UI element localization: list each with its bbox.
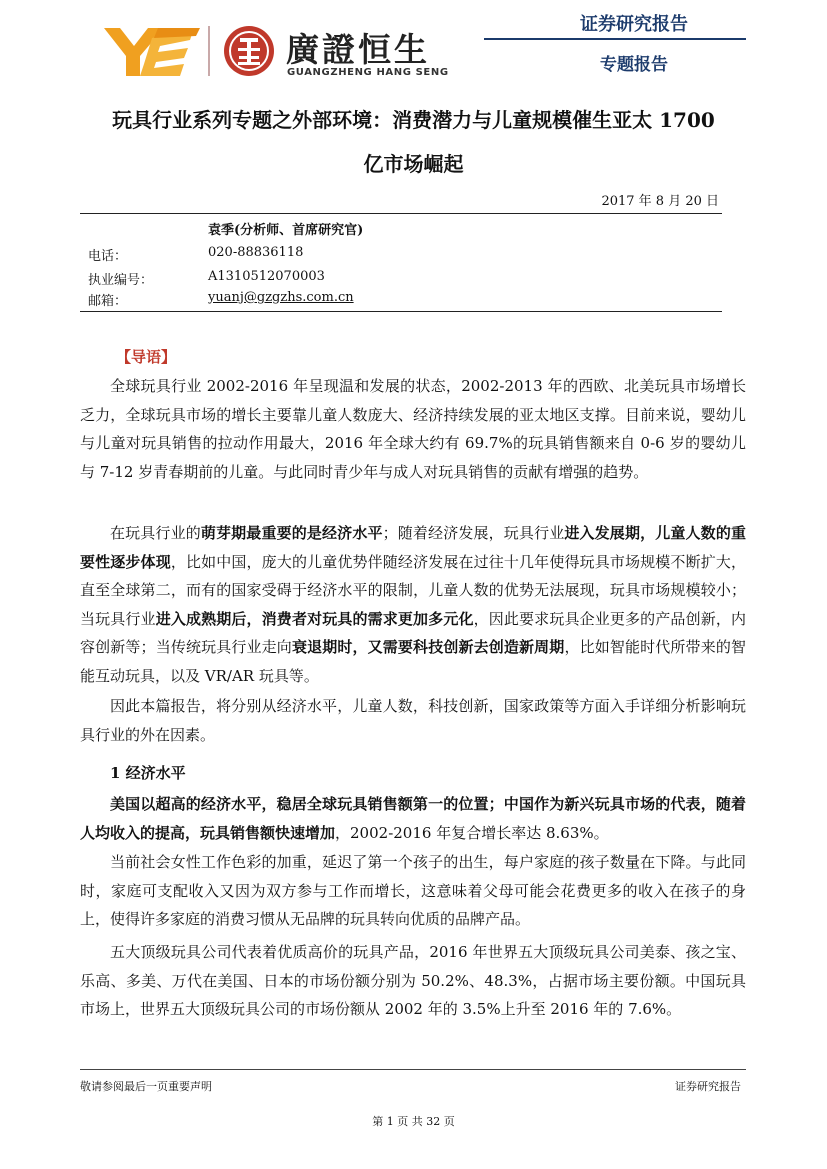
p2-emphasis: 进入发展期，儿童人数的重要性逐步体现 (80, 524, 746, 571)
report-subtype: 专题报告 (600, 55, 668, 75)
logo-english-name: GUANGZHENG HANG SENG (287, 67, 449, 78)
phone-value: 020-88836118 (208, 245, 304, 260)
paragraph-3: 因此本篇报告，将分别从经济水平，儿童人数，科技创新，国家政策等方面入手详细分析影响玩具行业的外在因素。 (80, 697, 746, 744)
report-type: 证券研究报告 (580, 14, 688, 35)
footer-divider (80, 1069, 746, 1070)
footer-report-label: 证券研究报告 (675, 1080, 741, 1093)
license-label: 执业编号： (88, 273, 154, 288)
p2-emphasis: 进入成熟期后，消费者对玩具的需求更加多元化 (155, 609, 474, 628)
p2-text: 在玩具行业的 (110, 524, 201, 542)
p2-emphasis: 衰退期时，又需要科技创新去创造新周期 (291, 638, 565, 656)
p2-text: ，比如智能时代所带来的智能互动玩具，以及 VR/AR 玩具等。 (80, 638, 746, 685)
email-link[interactable]: yuanj@gzgzhs.com.cn (208, 290, 354, 305)
report-date: 2017 年 8 月 20 日 (601, 194, 719, 209)
license-value: A1310512070003 (208, 269, 325, 284)
paragraph-1: 全球玩具行业 2002-2016 年呈现温和发展的状态，2002-2013 年的西欧、北美玩具市场增长乏力，全球玩具市场的增长主要靠儿童人数庞大、经济持续发展的亚太地区支撑。目前来说，婴幼儿与儿童对玩具销售的拉动作用最大，2016 年全球大约有 69.7%的玩具销售额来自 0-6 岁的婴幼儿与 7-12 岁青春期前的儿童。与此同时青少年与成人对玩具销售的贡献有增强的趋势。 (80, 377, 746, 481)
report-title-line-2: 亿市场崛起 (363, 152, 464, 176)
paragraph-2 (80, 519, 746, 690)
p2-emphasis: 萌芽期最重要的是经济水平 (200, 524, 383, 542)
p4-emphasis: 美国以超高的经济水平，稳居全球玩具销售额第一的位置；中国作为新兴玩具市场的代表，随着人均收入的提高，玩具销售额快速增加 (80, 795, 746, 842)
p4-text: ，2002-2016 年复合增长率达 8.63%。 (335, 823, 609, 842)
phone-label: 电话： (88, 249, 128, 264)
page-number: 第 1 页 共 32 页 (372, 1115, 455, 1128)
intro-label: 【导语】 (116, 348, 177, 366)
analyst-name: 袁季(分析师、首席研究官) (208, 223, 364, 238)
report-title-line-1: 玩具行业系列专题之外部环境：消费潜力与儿童规模催生亚太 1700 (112, 108, 715, 132)
seal-icon (222, 24, 276, 78)
logo-divider (208, 26, 210, 76)
company-logo (104, 22, 449, 84)
paragraph-6: 五大顶级玩具公司代表着优质高价的玩具产品，2016 年世界五大顶级玩具公司美泰、孩之宝、乐高、多美、万代在美国、日本的市场份额分别为 50.2%、48.3%，占据市场主要份额。中国玩具市场上，世界五大顶级玩具公司的市场份额从 2002 年的 3.5%上升至 2016 年的 7.6%。 (80, 943, 746, 1018)
analyst-top-rule (80, 213, 722, 214)
paragraph-5: 当前社会女性工作色彩的加重，延迟了第一个孩子的出生，每户家庭的孩子数量在下降。与此同时，家庭可支配收入又因为双方参与工作而增长，这意味着父母可能会花费更多的收入在孩子的身上，使得许多家庭的消费习惯从无品牌的玩具转向优质的品牌产品。 (80, 853, 746, 928)
analyst-bottom-rule (80, 311, 722, 312)
ye-logo-icon (104, 24, 200, 78)
paragraph-4 (80, 790, 746, 847)
footer-disclaimer: 敬请参阅最后一页重要声明 (80, 1080, 212, 1093)
section-heading: 1 经济水平 (110, 764, 186, 782)
logo-chinese-name: 廣證恒生 (286, 30, 430, 69)
email-label: 邮箱： (88, 294, 128, 309)
p2-text: ，比如中国，庞大的儿童优势伴随经济发展在过往十几年使得玩具市场规模不断扩大，直至全球第二，而有的国家受碍于经济水平的限制，儿童人数的优势无法展现，玩具市场规模较小；当玩具行业 (80, 552, 746, 628)
p2-text: ；随着经济发展，玩具行业 (382, 524, 565, 542)
header-divider (484, 38, 746, 40)
p2-text: ，因此要求玩具企业更多的产品创新，内容创新等；当传统玩具行业走向 (80, 609, 746, 656)
